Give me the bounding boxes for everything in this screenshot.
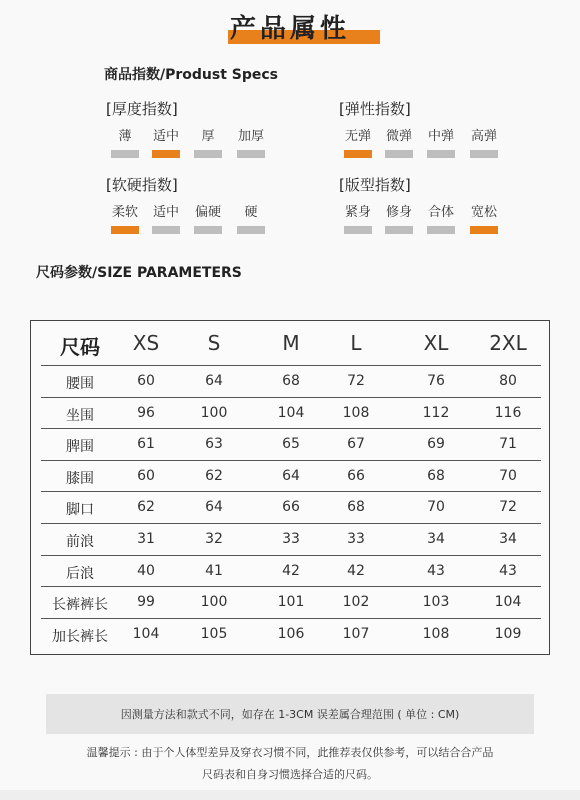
table-row — [41, 618, 541, 650]
spec-option: 高弹 — [465, 125, 503, 158]
tip-line-1: 温馨提示 : 由于个人体型差异及穿衣习惯不同，此推荐表仅供参考，可以结合合产品 — [86, 746, 494, 759]
spec-option: 偏硬 — [189, 201, 227, 234]
spec-indicator — [194, 150, 222, 158]
spec-option: 紧身 — [339, 201, 377, 234]
table-cell: 102 — [342, 594, 370, 611]
table-cell: 96 — [137, 404, 155, 421]
row-label: 坐围 — [66, 407, 94, 424]
table-cell: 31 — [137, 531, 155, 547]
size-heading: 尺码参数/SIZE PARAMETERS — [36, 265, 242, 281]
table-cell: 108 — [422, 625, 450, 642]
spec-indicator — [237, 226, 265, 234]
table-row — [41, 555, 541, 587]
table-cell: 66 — [282, 499, 300, 516]
table-row — [41, 397, 541, 429]
table-cell: 61 — [137, 436, 155, 453]
table-cell: 99 — [137, 594, 155, 611]
spec-group-softness — [106, 174, 258, 241]
spec-group-elasticity — [339, 98, 497, 165]
spec-option: 宽松 — [465, 201, 503, 234]
table-row — [41, 586, 541, 618]
table-cell: 33 — [347, 531, 365, 547]
spec-option: 微弹 — [380, 125, 418, 158]
table-cell: 72 — [347, 373, 365, 389]
column-header: XL — [423, 331, 449, 355]
spec-option: 硬 — [232, 201, 270, 234]
spec-group-title: [弹性指数] — [339, 100, 411, 118]
table-cell: 104 — [494, 594, 522, 611]
column-header: S — [207, 331, 221, 355]
table-cell: 68 — [282, 373, 300, 389]
spec-indicator — [344, 226, 372, 234]
spec-indicator — [470, 226, 498, 234]
page-header — [0, 0, 580, 46]
table-cell: 80 — [499, 373, 517, 389]
table-cell: 62 — [205, 467, 223, 484]
table-cell: 64 — [205, 499, 223, 516]
table-cell: 33 — [282, 531, 300, 547]
row-label: 脾围 — [66, 439, 94, 456]
size-table-header — [31, 321, 549, 365]
table-cell: 62 — [137, 499, 155, 516]
table-cell: 66 — [347, 467, 365, 484]
table-cell: 71 — [499, 436, 517, 453]
table-row — [41, 365, 541, 397]
spec-indicator — [111, 226, 139, 234]
table-cell: 64 — [282, 467, 300, 484]
table-cell: 104 — [132, 625, 160, 642]
spec-option: 中弹 — [422, 125, 460, 158]
spec-indicator — [427, 150, 455, 158]
spec-options — [106, 201, 258, 241]
table-row — [41, 460, 541, 492]
table-cell: 106 — [277, 625, 305, 642]
spec-group-title: [版型指数] — [339, 176, 411, 194]
row-label: 加长裤长 — [52, 628, 108, 645]
spec-group-title: [厚度指数] — [106, 100, 178, 118]
spec-option: 修身 — [380, 201, 418, 234]
table-cell: 76 — [427, 373, 445, 389]
table-cell: 34 — [427, 531, 445, 547]
bottom-strip — [0, 790, 580, 800]
table-cell: 100 — [200, 594, 228, 611]
table-cell: 60 — [137, 467, 155, 484]
table-cell: 34 — [499, 531, 517, 547]
spec-option: 无弹 — [339, 125, 377, 158]
page-title: 产品属性 — [229, 14, 350, 44]
table-cell: 43 — [499, 562, 517, 579]
spec-indicator — [385, 226, 413, 234]
row-label: 腰围 — [66, 376, 94, 392]
table-cell: 32 — [205, 531, 223, 547]
spec-indicator — [427, 226, 455, 234]
table-cell: 69 — [427, 436, 445, 453]
spec-indicator — [111, 150, 139, 158]
spec-indicator — [152, 150, 180, 158]
table-row — [41, 428, 541, 460]
spec-option: 厚 — [189, 125, 227, 158]
table-cell: 72 — [499, 499, 517, 516]
spec-option: 适中 — [147, 201, 185, 234]
table-cell: 105 — [200, 625, 228, 642]
column-header: 尺码 — [60, 335, 100, 359]
column-header: XS — [132, 331, 160, 355]
spec-indicator — [152, 226, 180, 234]
table-cell: 101 — [277, 594, 305, 611]
table-cell: 108 — [342, 404, 370, 421]
table-cell: 60 — [137, 373, 155, 389]
spec-group-fit — [339, 174, 497, 241]
table-cell: 67 — [347, 436, 365, 453]
spec-group-title: [软硬指数] — [106, 176, 178, 194]
column-header: 2XL — [489, 331, 527, 355]
measure-note — [46, 694, 534, 734]
spec-option: 薄 — [106, 125, 144, 158]
spec-options — [106, 125, 264, 165]
table-cell: 43 — [427, 562, 445, 579]
size-table — [30, 320, 550, 655]
table-cell: 103 — [422, 594, 450, 611]
table-cell: 65 — [282, 436, 300, 453]
spec-indicator — [194, 226, 222, 234]
measure-note-text: 因测量方法和款式不同，如存在 1-3CM 误差属合理范围 ( 单位 : CM) — [120, 708, 460, 721]
table-cell: 68 — [427, 467, 445, 484]
spec-option: 加厚 — [232, 125, 270, 158]
table-cell: 100 — [200, 404, 228, 421]
table-cell: 104 — [277, 404, 305, 421]
spec-option: 柔软 — [106, 201, 144, 234]
spec-group-thickness — [106, 98, 264, 165]
table-cell: 70 — [427, 499, 445, 516]
column-header: M — [282, 331, 300, 355]
spec-indicator — [385, 150, 413, 158]
spec-option: 合体 — [422, 201, 460, 234]
table-cell: 64 — [205, 373, 223, 389]
spec-option: 适中 — [147, 125, 185, 158]
table-cell: 42 — [347, 562, 365, 579]
row-label: 长裤裤长 — [52, 597, 108, 614]
table-row — [41, 491, 541, 523]
table-cell: 41 — [205, 562, 223, 579]
specs-heading: 商品指数/Produst Specs — [104, 67, 279, 83]
table-cell: 70 — [499, 467, 517, 484]
spec-options — [339, 201, 497, 241]
table-cell: 107 — [342, 625, 370, 642]
spec-indicator — [237, 150, 265, 158]
table-cell: 68 — [347, 499, 365, 516]
spec-indicator — [470, 150, 498, 158]
table-cell: 63 — [205, 436, 223, 453]
spec-indicator — [344, 150, 372, 158]
table-cell: 42 — [282, 562, 300, 579]
table-cell: 109 — [494, 625, 522, 642]
row-label: 脚口 — [66, 502, 94, 519]
spec-options — [339, 125, 497, 165]
column-header: L — [350, 331, 362, 355]
row-label: 膝围 — [66, 470, 94, 487]
table-cell: 40 — [137, 562, 155, 579]
table-cell: 116 — [494, 404, 522, 421]
tip-line-2: 尺码表和自身习惯选择合适的尺码。 — [202, 768, 378, 781]
row-label: 前浪 — [66, 534, 94, 550]
table-row — [41, 523, 541, 555]
table-cell: 112 — [422, 404, 450, 421]
row-label: 后浪 — [66, 565, 94, 582]
